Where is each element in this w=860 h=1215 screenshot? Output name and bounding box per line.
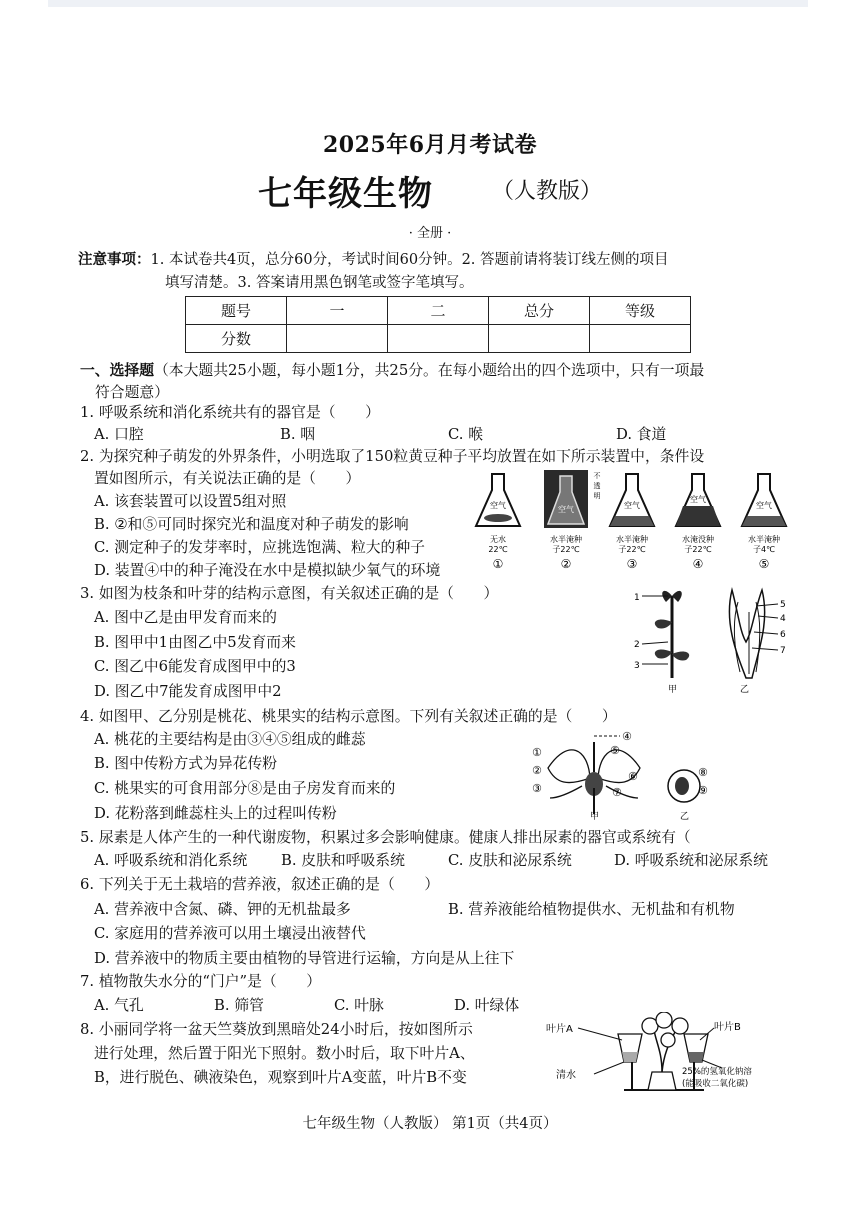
q4-option-a[interactable]: A. 桃花的主要结构是由③④⑤组成的雌蕊 — [94, 731, 366, 748]
part-label: ⑤ — [610, 744, 620, 757]
flask-number: ④ — [692, 557, 704, 571]
figure-caption: 乙 — [680, 812, 690, 820]
question-8-stem: 8. 小丽同学将一盆天竺葵放到黑暗处24小时后，按如图所示 — [80, 1021, 473, 1038]
q7-option-a[interactable]: A. 气孔 — [94, 997, 144, 1014]
q2-option-c[interactable]: C. 测定种子的发芽率时，应挑选饱满、粒大的种子 — [94, 539, 425, 556]
score-input-cell[interactable] — [287, 325, 388, 353]
question-1-stem: 1. 呼吸系统和消化系统共有的器官是（ ） — [80, 404, 380, 421]
part-label: ⑥ — [628, 770, 638, 783]
flask-number: ⑤ — [758, 557, 770, 571]
flask-number: ② — [560, 557, 572, 571]
score-table-score-row — [186, 325, 691, 353]
question-2-stem: 2. 为探究种子萌发的外界条件，小明选取了150粒黄豆种子平均放置在如下所示装置中，条件设 — [80, 448, 705, 465]
q5-option-a[interactable]: A. 呼吸系统和消化系统 — [94, 852, 248, 869]
flask-5 — [742, 474, 786, 571]
naoh-note: (能吸收二氧化碳) — [682, 1079, 749, 1089]
score-input-cell[interactable] — [489, 325, 590, 353]
flask-label: 空气 — [690, 495, 706, 504]
q1-option-d[interactable]: D. 食道 — [616, 426, 667, 443]
section-title: 一、选择题 — [80, 362, 154, 379]
flower-diagram — [532, 730, 640, 820]
part-label: 7 — [780, 646, 786, 656]
score-table — [185, 296, 691, 353]
score-cell: 等级 — [590, 297, 691, 325]
q7-option-c[interactable]: C. 叶脉 — [334, 997, 384, 1014]
question-2-stem-2: 置如图所示，有关说法正确的是（ ） — [94, 470, 361, 487]
notes-line-2: 填写清楚。3. 答案请用黑色钢笔或签字笔填写。 — [165, 275, 474, 291]
part-label: 1 — [634, 593, 640, 603]
flask-caption: 水淹没种 — [682, 535, 714, 544]
cover-note: 明 — [593, 492, 601, 500]
figure-caption: 甲 — [590, 812, 600, 820]
notes-label: 注意事项： — [78, 251, 151, 268]
part-label: ⑨ — [698, 784, 708, 797]
flask-caption: 水半淹种 — [748, 535, 780, 544]
flask-caption: 子22℃ — [684, 545, 712, 554]
part-label: ⑦ — [612, 786, 622, 799]
branch-bud-figure — [628, 582, 798, 697]
score-cell: 题号 — [186, 297, 287, 325]
notes-block — [78, 248, 790, 295]
flask-label: 空气 — [490, 501, 506, 510]
geranium-experiment-figure — [544, 1012, 794, 1100]
flask-4 — [676, 474, 720, 571]
flask-number: ① — [492, 557, 504, 571]
q6-option-b[interactable]: B. 营养液能给植物提供水、无机盐和有机物 — [448, 901, 735, 918]
q6-option-c[interactable]: C. 家庭用的营养液可以用土壤浸出液替代 — [94, 925, 366, 942]
naoh-label: 25%的氢氧化钠溶 — [682, 1067, 752, 1077]
question-6-stem: 6. 下列关于无土栽培的营养液，叙述正确的是（ ） — [80, 876, 440, 893]
q4-option-c[interactable]: C. 桃果实的可食用部分⑧是由子房发育而来的 — [94, 780, 396, 797]
figure-caption: 甲 — [668, 685, 678, 695]
q6-option-a[interactable]: A. 营养液中含氮、磷、钾的无机盐最多 — [94, 901, 351, 918]
question-3-stem: 3. 如图为枝条和叶芽的结构示意图，有关叙述正确的是（ ） — [80, 585, 499, 602]
scan-top-bar — [48, 0, 808, 7]
peach-flower-fruit-figure — [528, 728, 718, 820]
question-8-stem-3: B，进行脱色、碘液染色，观察到叶片A变蓝，叶片B不变 — [94, 1069, 467, 1086]
flask-2 — [544, 470, 601, 571]
part-label: 3 — [634, 661, 640, 671]
leaf-b-label: 叶片B — [714, 1022, 741, 1033]
q1-option-b[interactable]: B. 咽 — [280, 426, 316, 443]
score-cell: 二 — [388, 297, 489, 325]
q3-option-b[interactable]: B. 图甲中1由图乙中5发育而来 — [94, 634, 296, 651]
q5-option-c[interactable]: C. 皮肤和泌尿系统 — [448, 852, 572, 869]
flask-caption: 子4℃ — [752, 545, 776, 554]
exam-title: 2025年6月月考试卷 — [322, 132, 538, 158]
part-label: 6 — [780, 630, 786, 640]
cover-note: 不 — [593, 472, 601, 480]
q3-option-c[interactable]: C. 图乙中6能发育成图甲中的3 — [94, 658, 296, 675]
q5-option-b[interactable]: B. 皮肤和呼吸系统 — [281, 852, 405, 869]
q3-option-a[interactable]: A. 图中乙是由甲发育而来的 — [94, 609, 277, 626]
score-table-header-row — [186, 297, 691, 325]
q2-option-d[interactable]: D. 装置④中的种子淹没在水中是模拟缺少氧气的环境 — [94, 562, 441, 579]
q1-option-a[interactable]: A. 口腔 — [94, 426, 144, 443]
branch-diagram — [634, 591, 689, 695]
q2-option-a[interactable]: A. 该套装置可以设置5组对照 — [94, 493, 287, 510]
part-label: ④ — [622, 730, 632, 743]
water-label: 清水 — [556, 1070, 576, 1081]
part-label: 2 — [634, 640, 640, 650]
flask-caption: 子22℃ — [618, 545, 646, 554]
score-input-cell[interactable] — [590, 325, 691, 353]
flask-label: 空气 — [756, 501, 772, 510]
part-label: ② — [532, 764, 542, 777]
question-5-stem: 5. 尿素是人体产生的一种代谢废物，积累过多会影响健康。健康人排出尿素的器官或系统有（ — [80, 829, 691, 846]
part-label: ③ — [532, 782, 542, 795]
q3-option-d[interactable]: D. 图乙中7能发育成图甲中2 — [94, 683, 282, 700]
question-8-stem-2: 进行处理，然后置于阳光下照射。数小时后，取下叶片A、 — [94, 1045, 475, 1062]
q7-option-d[interactable]: D. 叶绿体 — [454, 997, 520, 1014]
flask-caption: 22℃ — [488, 545, 508, 554]
flask-label: 空气 — [624, 501, 640, 510]
seed-germination-figure — [470, 468, 800, 580]
q6-option-d[interactable]: D. 营养液中的物质主要由植物的导管进行运输，方向是从上往下 — [94, 950, 515, 967]
leaf-a-label: 叶片A — [546, 1024, 573, 1035]
q5-option-d[interactable]: D. 呼吸系统和泌尿系统 — [614, 852, 768, 869]
flask-caption: 水半淹种 — [550, 535, 582, 544]
section-instructions-1: （本大题共25小题，每小题1分，共25分。在每小题给出的四个选项中，只有一项最 — [154, 362, 705, 379]
part-label: ⑧ — [698, 766, 708, 779]
flask-caption: 子22℃ — [552, 545, 580, 554]
score-input-cell[interactable] — [388, 325, 489, 353]
scope-label: · 全册 · — [408, 226, 452, 241]
section-heading — [80, 360, 792, 404]
notes-line-1: 1. 本试卷共4页，总分60分，考试时间60分钟。2. 答题前请将装订线左侧的项目 — [150, 252, 669, 268]
flask-number: ③ — [626, 557, 638, 571]
question-4-stem: 4. 如图甲、乙分别是桃花、桃果实的结构示意图。下列有关叙述正确的是（ ） — [80, 708, 617, 725]
flask-label: 空气 — [558, 505, 574, 514]
section-instructions-2: 符合题意） — [95, 384, 169, 401]
flask-1 — [476, 474, 520, 571]
q7-option-b[interactable]: B. 筛管 — [214, 997, 264, 1014]
score-cell: 分数 — [186, 325, 287, 353]
question-7-stem: 7. 植物散失水分的“门户”是（ ） — [80, 973, 322, 990]
q2-option-b[interactable]: B. ②和⑤可同时探究光和温度对种子萌发的影响 — [94, 516, 409, 533]
flask-caption: 无水 — [490, 535, 506, 544]
flask-3 — [610, 474, 654, 571]
q1-option-c[interactable]: C. 喉 — [448, 426, 483, 443]
cover-note: 透 — [593, 482, 601, 490]
flask-caption: 水半淹种 — [616, 535, 648, 544]
part-label: 5 — [780, 600, 786, 610]
page-footer: 七年级生物（人教版） 第1页（共4页） — [302, 1116, 558, 1132]
score-cell: 一 — [287, 297, 388, 325]
q4-option-b[interactable]: B. 图中传粉方式为异花传粉 — [94, 755, 278, 772]
edition-label: （人教版） — [492, 179, 603, 204]
bud-diagram — [729, 590, 786, 695]
subject-title: 七年级生物 — [258, 174, 433, 214]
part-label: 4 — [780, 614, 786, 624]
score-cell: 总分 — [489, 297, 590, 325]
q4-option-d[interactable]: D. 花粉落到雌蕊柱头上的过程叫传粉 — [94, 805, 337, 822]
figure-caption: 乙 — [740, 685, 750, 695]
part-label: ① — [532, 746, 542, 759]
fruit-diagram — [668, 766, 708, 820]
